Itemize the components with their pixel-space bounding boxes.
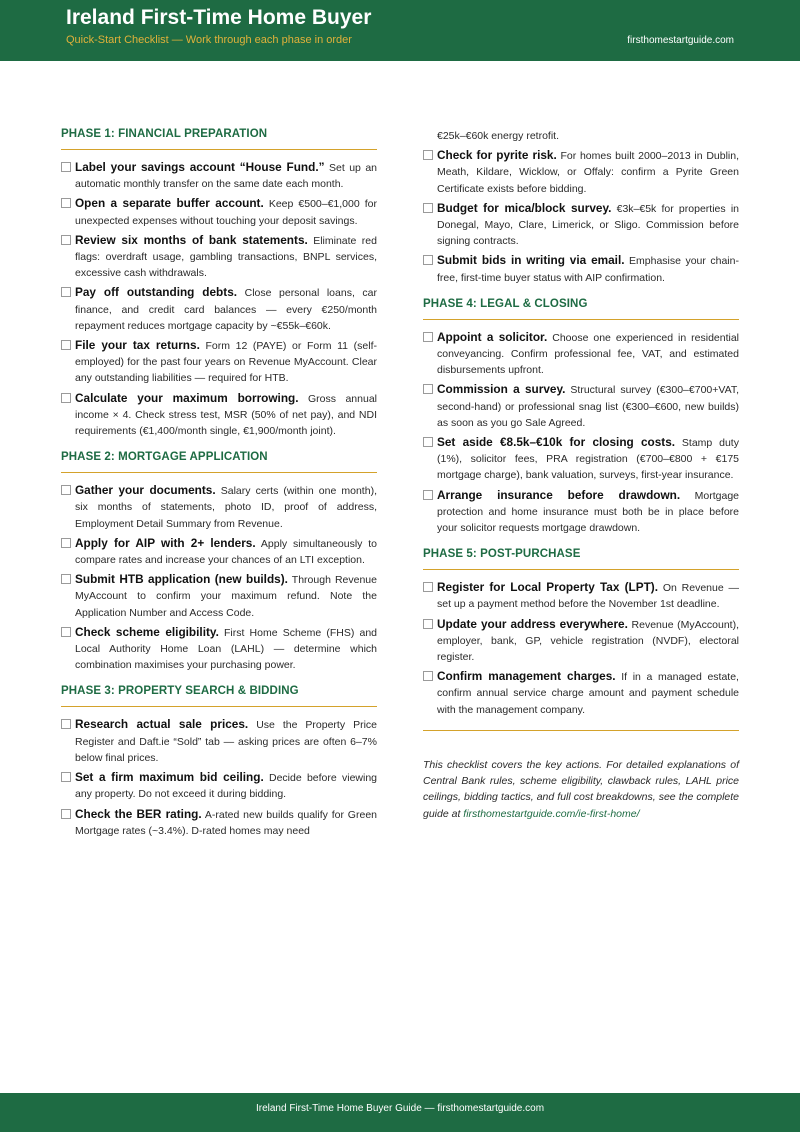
checkbox[interactable]: [423, 384, 433, 394]
checkbox[interactable]: [61, 198, 71, 208]
item-title: Calculate your maximum borrowing.: [75, 390, 299, 405]
phase-1-section: [61, 128, 377, 439]
checkbox[interactable]: [61, 485, 71, 495]
phase-3-section-continued: [423, 147, 739, 286]
phase-3-section: [61, 685, 377, 838]
checkbox[interactable]: [423, 332, 433, 342]
item-text: Eliminate red flags: overdraft usage, gambling transactions, BNPL services, excessive cash withdrawals.: [75, 234, 377, 280]
phase-heading: PHASE 4: LEGAL & CLOSING: [423, 298, 739, 320]
checkbox[interactable]: [61, 538, 71, 548]
checklist-item: [423, 668, 739, 718]
page-footer: [0, 1093, 800, 1132]
item-title: Review six months of bank statements.: [75, 232, 308, 247]
item-title: Budget for mica/block survey.: [437, 200, 612, 215]
item-text: €3k–€5k for properties in Donegal, Mayo, Clare, Limerick, or Sligo. Commission before signing contracts.: [437, 202, 739, 248]
checklist-item: [61, 482, 377, 532]
item-text: Structural survey (€300–€700+VAT, second-hand) or professional snag list (€300–€600, new builds) as soon as you go Sale Agreed.: [437, 384, 740, 429]
checklist-item: [423, 147, 739, 197]
item-title: Set aside €8.5k–€10k for closing costs.: [437, 435, 676, 450]
checkbox[interactable]: [423, 203, 433, 213]
item-text: A-rated new builds qualify for Green Mortgage rates (~3.4%). D-rated homes may need: [75, 808, 377, 837]
phase-heading: PHASE 5: POST-PURCHASE: [423, 548, 739, 570]
item-text: First Home Scheme (FHS) and Local Authority Home Loan (LAHL) — determine which combination maximises your purchasing power.: [75, 626, 378, 672]
checklist-item: [61, 806, 377, 839]
checkbox[interactable]: [61, 235, 71, 245]
checkbox[interactable]: [61, 719, 71, 729]
item-title: Apply for AIP with 2+ lenders.: [75, 535, 256, 550]
checklist-item: [423, 252, 739, 285]
item-text: Revenue (MyAccount), employer, bank, GP, vehicle registration (NVDF), electoral register.: [437, 618, 739, 664]
checkbox[interactable]: [61, 287, 71, 297]
item-text: Set up an automatic monthly transfer on the same date each month.: [75, 162, 377, 191]
item-text: Stamp duty (1%), solicitor fees, PRA registration (€700–€800 + €175 mortgage charge), bank valuation, surveys, first-year insurance.: [437, 437, 739, 482]
page-title: Ireland First-Time Home Buyer: [66, 6, 372, 29]
item-title: Pay off outstanding debts.: [75, 285, 238, 300]
checkbox[interactable]: [423, 437, 433, 447]
item-text: For homes built 2000–2013 in Dublin, Meath, Kildare, Wicklow, or Offaly: confirm a Pyrite Green Certificate exists before bidding.: [437, 150, 740, 195]
item-text: On Revenue — set up a payment method before the November 1st deadline.: [437, 582, 740, 611]
checklist-item: [61, 195, 377, 228]
item-text: Close personal loans, car finance, and credit card balances — every €250/month repayment reduces mortgage capacity by ~€55k–€60k.: [75, 287, 378, 332]
item-text: Form 12 (PAYE) or Form 11 (self-employed) for the past four years on Revenue MyAccount. Clear any outstanding liabilities — required for HTB.: [75, 340, 377, 385]
item-title: Register for Local Property Tax (LPT).: [437, 580, 659, 595]
closing-note: [423, 757, 739, 822]
header-site-link[interactable]: firsthomestartguide.com: [627, 35, 734, 46]
item-title: Set a firm maximum bid ceiling.: [75, 770, 264, 785]
item-title: Check the BER rating.: [75, 806, 202, 821]
item-title: Submit HTB application (new builds).: [75, 572, 288, 587]
item-title: Check for pyrite risk.: [437, 148, 557, 163]
checklist-item: [423, 579, 739, 612]
item-text: Emphasise your chain-free, first-time buyer status with AIP confirmation.: [437, 255, 739, 284]
page-header: [0, 0, 800, 61]
item-title: Confirm management charges.: [437, 669, 616, 684]
guide-link[interactable]: firsthomestartguide.com/ie-first-home/: [463, 807, 640, 820]
checklist-item: [423, 434, 739, 484]
checkbox[interactable]: [423, 582, 433, 592]
item-title: Appoint a solicitor.: [437, 329, 548, 344]
left-column: [61, 128, 377, 851]
checklist-item: [423, 381, 739, 431]
phase-2-section: [61, 451, 377, 673]
item-title: Research actual sale prices.: [75, 717, 249, 732]
checklist-item: [61, 769, 377, 802]
checklist-item: [61, 624, 377, 674]
item-title: Open a separate buffer account.: [75, 196, 264, 211]
checklist-item: [423, 329, 739, 379]
checklist-item: [61, 284, 377, 334]
phase-4-section: [423, 298, 739, 536]
item-title: Arrange insurance before drawdown.: [437, 487, 681, 502]
checkbox[interactable]: [61, 162, 71, 172]
checkbox[interactable]: [61, 393, 71, 403]
item-title: Check scheme eligibility.: [75, 624, 219, 639]
footer-text: Ireland First-Time Home Buyer Guide — firsthomestartguide.com: [255, 1103, 545, 1114]
item-text: Mortgage protection and home insurance must both be in place before your solicitor requests mortgage drawdown.: [437, 489, 739, 535]
checklist-item: [61, 390, 377, 440]
item-title: Submit bids in writing via email.: [437, 253, 625, 268]
divider: [423, 730, 739, 731]
note-text: This checklist covers the key actions. For detailed explanations of Central Bank rules, scheme eligibility, clawback rules, LAHL price ceilings, bidding tactics, and full cost breakdowns, see the complete guide at: [423, 758, 739, 820]
checkbox[interactable]: [423, 150, 433, 160]
checkbox[interactable]: [423, 255, 433, 265]
checklist-item: [61, 716, 377, 766]
checkbox[interactable]: [61, 809, 71, 819]
checklist-item: [423, 487, 739, 537]
item-text: Keep €500–€1,000 for unexpected expenses without touching your deposit savings.: [75, 198, 377, 227]
item-text: Salary certs (within one month), six months of statements, photo ID, proof of address, Employment Detail Summary from Revenue.: [75, 485, 377, 530]
item-title: Update your address everywhere.: [437, 616, 628, 631]
page-subtitle: Quick-Start Checklist — Work through each phase in order: [66, 34, 352, 46]
item-title: File your tax returns.: [75, 338, 200, 353]
checkbox[interactable]: [61, 340, 71, 350]
checkbox[interactable]: [423, 490, 433, 500]
phase-5-section: [423, 548, 739, 718]
item-text: Use the Property Price Register and Daft.ie “Sold” tab — asking prices are often 6–7% below final prices.: [75, 719, 377, 764]
checkbox[interactable]: [61, 627, 71, 637]
right-column: [423, 128, 739, 822]
item-text: Apply simultaneously to compare rates and increase your chances of an LTI exception.: [75, 537, 377, 567]
checklist-item: [61, 571, 377, 621]
checkbox[interactable]: [423, 619, 433, 629]
item-title: Commission a survey.: [437, 382, 566, 397]
phase-heading: PHASE 2: MORTGAGE APPLICATION: [61, 451, 377, 473]
checklist-item: [423, 616, 739, 666]
checklist-item: [61, 535, 377, 568]
checkbox[interactable]: [61, 574, 71, 584]
item-text: Decide before viewing any property. Do not exceed it during bidding.: [75, 772, 377, 801]
item-text: Gross annual income × 4. Check stress test, MSR (50% of net pay), and NDI requirements (€1,400/month single, €1,900/month joint).: [75, 392, 377, 438]
checkbox[interactable]: [423, 671, 433, 681]
phase-heading: PHASE 3: PROPERTY SEARCH & BIDDING: [61, 685, 377, 707]
checklist-item: [61, 337, 377, 387]
item-text: Choose one experienced in residential conveyancing. Confirm professional fee, VAT, and estimated disbursements upfront.: [437, 331, 740, 377]
item-text-continuation: €25k–€60k energy retrofit.: [437, 130, 559, 142]
item-text: Through Revenue MyAccount to confirm your maximum refund. Note the Application Number and Access Code.: [75, 574, 377, 619]
checklist-item: [61, 159, 377, 192]
item-text: If in a managed estate, confirm annual service charge amount and payment schedule with the management company.: [437, 671, 739, 716]
checklist-item: [61, 232, 377, 282]
phase-heading: PHASE 1: FINANCIAL PREPARATION: [61, 128, 377, 150]
checklist-item: [423, 200, 739, 250]
item-title: Gather your documents.: [75, 483, 216, 498]
item-title: Label your savings account “House Fund.”: [75, 160, 325, 174]
checkbox[interactable]: [61, 772, 71, 782]
